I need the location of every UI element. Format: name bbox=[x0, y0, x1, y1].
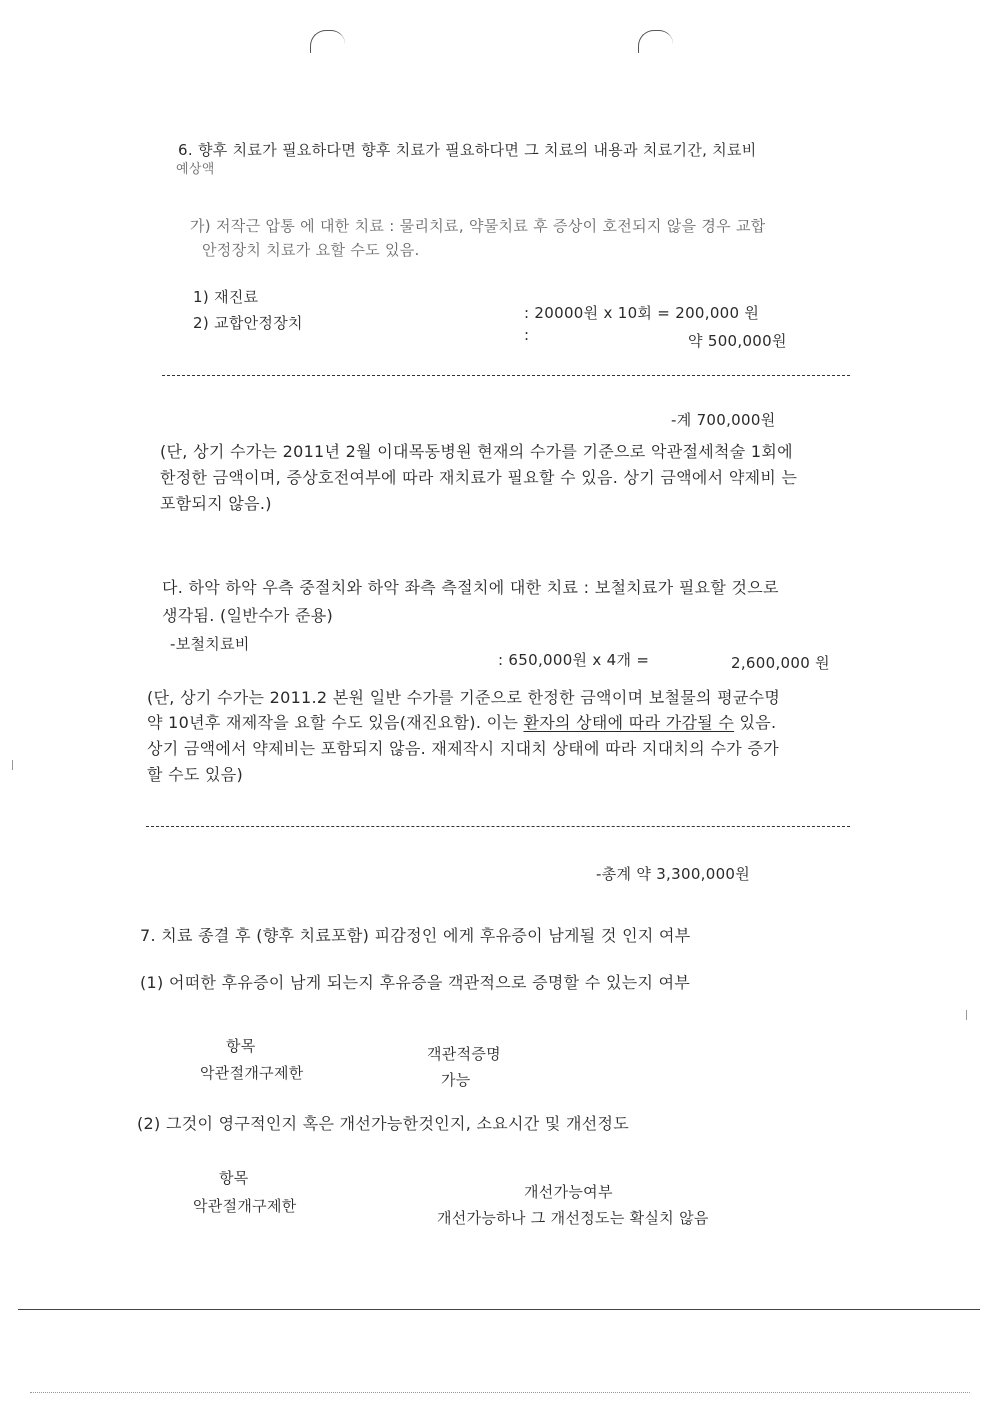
q1-col2-value: 가능 bbox=[441, 1071, 471, 1089]
item-2-label: 2) 교합안정장치 bbox=[193, 314, 303, 332]
q2-col2-header: 개선가능여부 bbox=[524, 1183, 613, 1201]
item-2-colon: : bbox=[524, 326, 530, 344]
q2-col1-value: 악관절개구제한 bbox=[193, 1197, 297, 1215]
q2-col1-header: 항목 bbox=[219, 1169, 249, 1187]
section6-heading: 6. 향후 치료가 필요하다면 향후 치료가 필요하다면 그 치료의 내용과 치료기간, 치료비 bbox=[178, 141, 757, 159]
note2-line-3: 상기 금액에서 약제비는 포함되지 않음. 재제작시 지대치 상태에 따라 지대치의 수가 증가 bbox=[147, 739, 779, 758]
da-item-label: -보철치료비 bbox=[170, 635, 250, 653]
da-line-2: 생각됨. (일반수가 준용) bbox=[162, 606, 334, 625]
note2-line-2 bbox=[147, 711, 776, 735]
section6-heading-cont: 예상액 bbox=[176, 162, 215, 177]
item-1-calc: : 20000원 x 10회 = 200,000 원 bbox=[524, 304, 760, 322]
da-item-amount: 2,600,000 원 bbox=[731, 654, 830, 672]
bottom-scan-artifact bbox=[30, 1392, 970, 1393]
note2-line-2-end: 있음. bbox=[734, 713, 777, 732]
note-line-2: 한정한 금액이며, 증상호전여부에 따라 재치료가 필요할 수 있음. 상기 금액에서 약제비 는 bbox=[160, 468, 798, 487]
note2-underlined-phrase: 환자의 상태에 따라 가감될 수 bbox=[523, 713, 735, 732]
ga-line-1: 가) 저작근 압통 에 대한 치료 : 물리치료, 약물치료 후 증상이 호전되지 않을 경우 교합 bbox=[190, 217, 766, 235]
note-line-1: (단, 상기 수가는 2011년 2월 이대목동병원 현재의 수가를 기준으로 악관절세척술 1회에 bbox=[160, 442, 793, 461]
margin-mark bbox=[12, 760, 13, 770]
subtotal-amount: -계 700,000원 bbox=[671, 411, 776, 429]
q2-text: (2) 그것이 영구적인지 혹은 개선가능한것인지, 소요시간 및 개선정도 bbox=[137, 1114, 630, 1133]
q1-col1-header: 항목 bbox=[226, 1037, 256, 1055]
q1-text: (1) 어떠한 후유증이 남게 되는지 후유증을 객관적으로 증명할 수 있는지 여부 bbox=[140, 973, 691, 992]
note-line-3: 포함되지 않음.) bbox=[160, 494, 272, 513]
q2-col2-value: 개선가능하나 그 개선정도는 확실치 않음 bbox=[437, 1209, 709, 1227]
subtotal-divider bbox=[162, 375, 850, 376]
bottom-rule bbox=[18, 1309, 980, 1310]
total-amount: -총계 약 3,300,000원 bbox=[596, 865, 751, 883]
item-1-label: 1) 재진료 bbox=[193, 288, 259, 306]
q1-col1-value: 악관절개구제한 bbox=[200, 1064, 304, 1082]
punch-hole-mark-left bbox=[310, 30, 345, 53]
da-item-calc: : 650,000원 x 4개 = bbox=[498, 651, 650, 669]
note2-line-4: 할 수도 있음) bbox=[147, 765, 244, 784]
punch-hole-mark-right bbox=[638, 30, 673, 53]
margin-mark bbox=[966, 1010, 967, 1020]
ga-line-2: 안정장치 치료가 요할 수도 있음. bbox=[202, 241, 420, 259]
section7-heading: 7. 치료 종결 후 (향후 치료포함) 피감정인 에게 후유증이 남게될 것 인지 여부 bbox=[140, 926, 691, 945]
note2-line-1: (단, 상기 수가는 2011.2 본원 일반 수가를 기준으로 한정한 금액이며 보철물의 평균수명 bbox=[147, 688, 781, 707]
total-divider bbox=[146, 826, 850, 827]
item-2-amount: 약 500,000원 bbox=[688, 332, 787, 350]
q1-col2-header: 객관적증명 bbox=[427, 1045, 501, 1063]
da-line-1: 다. 하악 하악 우측 중절치와 하악 좌측 측절치에 대한 치료 : 보철치료가 필요할 것으로 bbox=[162, 578, 779, 597]
note2-line-2-start: 약 10년후 재제작을 요할 수도 있음(재진요함). 이는 bbox=[147, 713, 524, 732]
